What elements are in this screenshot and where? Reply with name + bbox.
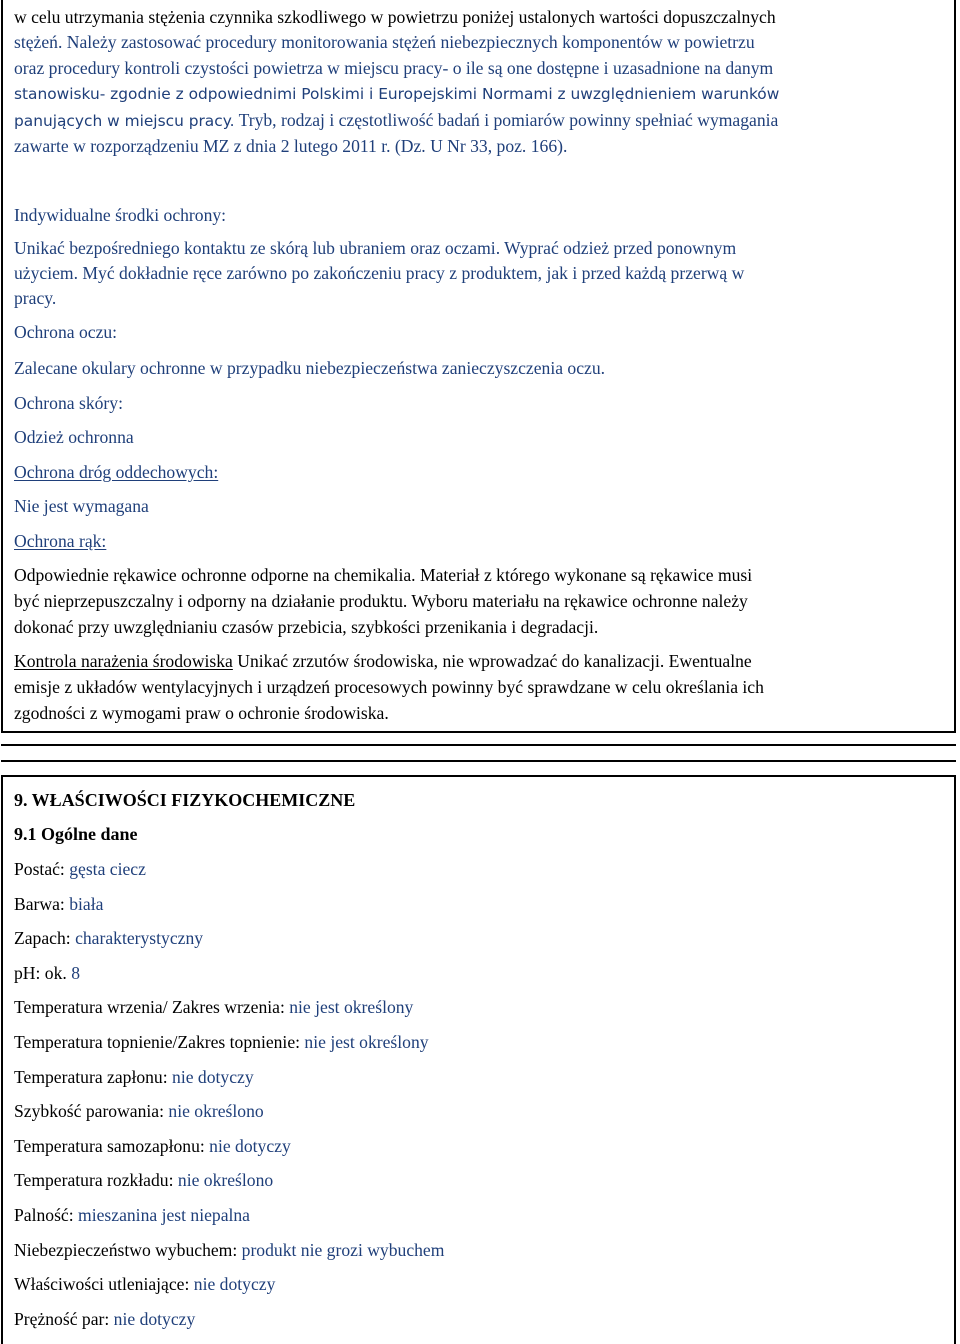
property-row — [14, 1168, 273, 1192]
skin-text: Odzież ochronna — [14, 427, 134, 447]
hands-heading: Ochrona rąk: — [14, 531, 107, 551]
property-row — [14, 1065, 254, 1089]
property-key: pH: ok. — [14, 962, 72, 983]
property-row — [14, 892, 103, 916]
property-key: Szybkość parowania: — [14, 1101, 169, 1122]
property-value: nie dotyczy — [209, 1135, 291, 1156]
property-value: mieszanina jest niepalna — [78, 1205, 250, 1225]
intro-line-5b: Tryb, rodzaj i częstotliwość badań i pomiarów powinny spełniać wymagania — [234, 110, 779, 130]
property-key: Barwa: — [14, 893, 70, 914]
property-value: nie określono — [177, 1170, 274, 1191]
eyes-text: Zalecane okulary ochronne w przypadku niebezpieczeństwa zanieczyszczenia oczu. — [14, 358, 606, 378]
property-row — [14, 1203, 250, 1227]
env-line-2: emisje z układów wentylacyjnych i urządzeń procesowych powinny być sprawdzane w celu określania ich — [14, 677, 764, 697]
hands-line-3: dokonać przy uwzględnianiu czasów przebicia, szybkości przenikania i degradacji. — [14, 617, 599, 637]
section9-box — [1, 775, 956, 1344]
divider-top — [1, 744, 956, 746]
property-key: Zapach: — [14, 928, 76, 949]
intro-line-2: stężeń. Należy zastosować procedury monitorowania stężeń niebezpiecznych komponentów w powietrzu — [14, 32, 755, 52]
property-value: nie jest określony — [304, 1032, 429, 1052]
property-value: nie jest określony — [289, 997, 414, 1018]
ppe-line-3: pracy. — [14, 288, 57, 308]
property-key: Prężność par: — [14, 1308, 114, 1329]
intro-line-1: w celu utrzymania stężenia czynnika szkodliwego w powietrzu poniżej ustalonych wartości dopuszczalnych — [14, 7, 776, 27]
property-value: nie dotyczy — [172, 1066, 254, 1087]
skin-heading: Ochrona skóry: — [14, 393, 123, 413]
intro-line-5a: panujących w miejscu pracy. — [14, 112, 235, 130]
property-key: Palność: — [14, 1205, 79, 1225]
property-key: Właściwości utleniające: — [14, 1274, 194, 1295]
property-value: produkt nie grozi wybuchem — [241, 1239, 445, 1260]
property-value: gęsta ciecz — [69, 859, 146, 879]
property-row — [14, 1030, 429, 1054]
intro-line-3: oraz procedury kontroli czystości powietrza w miejscu pracy- o ile są one dostępne i uzasadnione na danym — [14, 58, 774, 78]
property-key: Temperatura samozapłonu: — [14, 1135, 210, 1156]
property-row — [14, 961, 80, 985]
section8-box — [1, 0, 956, 733]
env-line-3: zgodności z wymogami praw o ochronie środowiska. — [14, 703, 389, 723]
eyes-heading: Ochrona oczu: — [14, 322, 118, 342]
property-value: nie określono — [168, 1101, 264, 1122]
property-row — [14, 1134, 291, 1158]
property-value: nie dotyczy — [113, 1308, 196, 1329]
hands-line-2: być nieprzepuszczalny i odporny na działanie produktu. Wyboru materiału na rękawice ochronne należy — [14, 591, 748, 611]
property-row — [14, 857, 146, 881]
ppe-heading: Indywidualne środki ochrony: — [14, 205, 227, 225]
property-row — [14, 995, 413, 1019]
env-line-1 — [14, 649, 944, 675]
property-row — [14, 1238, 444, 1262]
section9-title: 9. WŁAŚCIWOŚCI FIZYKOCHEMICZNE — [14, 790, 356, 810]
resp-text: Nie jest wymagana — [14, 496, 149, 516]
property-key: Temperatura wrzenia/ Zakres wrzenia: — [14, 997, 290, 1018]
property-row — [14, 926, 203, 950]
hands-line-1: Odpowiednie rękawice ochronne odporne na chemikalia. Materiał z którego wykonane są rękawice musi — [14, 565, 753, 585]
env-line-1-text: Unikać zrzutów środowiska, nie wprowadzać do kanalizacji. Ewentualne — [232, 651, 752, 671]
property-key: Temperatura topnienie/Zakres topnienie: — [14, 1032, 305, 1052]
property-key: Postać: — [14, 859, 70, 879]
property-value: 8 — [71, 962, 80, 983]
ppe-line-2: użyciem. Myć dokładnie ręce zarówno po zakończeniu pracy z produktem, jak i przed każdą przerwą w — [14, 263, 745, 283]
property-row — [14, 1099, 264, 1123]
property-value: biała — [69, 893, 104, 914]
property-key: Niebezpieczeństwo wybuchem: — [14, 1239, 242, 1260]
property-key: Temperatura zapłonu: — [14, 1066, 173, 1087]
intro-line-6: zawarte w rozporządzeniu MZ z dnia 2 lutego 2011 r. (Dz. U Nr 33, poz. 166). — [14, 136, 568, 156]
env-heading: Kontrola narażenia środowiska — [14, 651, 233, 671]
resp-heading: Ochrona dróg oddechowych: — [14, 462, 219, 482]
property-value: nie dotyczy — [193, 1274, 276, 1295]
property-row — [14, 1307, 195, 1331]
property-row — [14, 1272, 275, 1296]
property-key: Temperatura rozkładu: — [14, 1170, 178, 1191]
intro-line-5 — [14, 108, 944, 135]
divider-bottom — [1, 760, 956, 762]
ppe-line-1: Unikać bezpośredniego kontaktu ze skórą lub ubraniem oraz oczami. Wyprać odzież przed ponownym — [14, 238, 737, 258]
property-value: charakterystyczny — [75, 928, 204, 949]
intro-line-4: stanowisku- zgodnie z odpowiednimi Polskimi i Europejskimi Normami z uwzględnieniem warunków — [14, 85, 780, 103]
section9-subtitle: 9.1 Ogólne dane — [14, 824, 138, 844]
